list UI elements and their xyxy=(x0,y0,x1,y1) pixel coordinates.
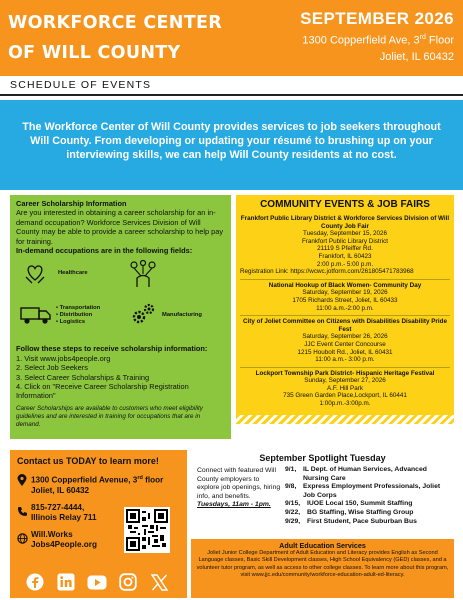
events-panel xyxy=(236,195,454,415)
contact-title: Contact us TODAY to learn more! xyxy=(17,456,159,466)
spotlight-intro: Connect with featured Will County employers to explore job openings, hiring info, and benefits. Tuesdays, 11am - 1pm. xyxy=(197,467,283,510)
decorative-stripe xyxy=(236,415,454,424)
header-city: Joliet, IL 60432 xyxy=(379,50,454,63)
instagram-icon[interactable] xyxy=(118,572,138,592)
schedule-label: SCHEDULE OF EVENTS xyxy=(10,79,152,91)
x-icon[interactable] xyxy=(149,572,169,592)
steps-heading: Follow these steps to receive scholarship information: xyxy=(16,344,208,354)
scholarship-panel xyxy=(10,195,231,439)
field-transportation: • Transportation • Distribution • Logistics xyxy=(20,304,100,326)
map-pin-icon xyxy=(17,474,31,492)
network-hand-icon xyxy=(128,260,158,288)
events-title: COMMUNITY EVENTS & JOB FAIRS xyxy=(260,199,430,210)
fields-grid xyxy=(16,258,225,342)
event-item: Frankfort Public Library District & Workforce Services Division of Will County Job Fair Tuesday, September 15, 2026 Frankfort Public Library District 21119 S Pfeiffer Rd. Frankfort, IL 60423 2:00 p.m.- 5:00 p.m. Registration Link: https://wcwc.jotform.com/261805471783968 xyxy=(240,213,450,280)
web-link-2[interactable]: Jobs4People.org xyxy=(31,540,97,550)
contact-phone: 815-727-4444, Illinois Relay 711 xyxy=(17,503,180,524)
registration-link[interactable]: Registration Link: https://wcwc.jotform.com/261805471783968 xyxy=(240,268,414,276)
list-item: 9/29, First Student, Pace Suburban Bus xyxy=(285,517,417,525)
step-4: 4. Click on "Receive Career Scholarship Registration Information" xyxy=(16,382,189,401)
event-item: City of Joliet Committee on Citizens with Disabilities Disability Pride Fest Saturday, September 26, 2026 JJC Event Center Concourse 1215 Houbolt Rd., Joliet, IL 60431 11:00 a.m.- 3:00 p.m. xyxy=(240,316,450,368)
scholarship-body: Are you interested in obtaining a career scholarship for an in-demand occupation? Workforce Services Division of Will County may be able to provide a career scholarship to help pay for training. xyxy=(16,208,224,246)
gears-icon xyxy=(130,302,156,328)
fields-heading: In-demand occupations are in the following fields: xyxy=(16,246,193,256)
contact-panel xyxy=(10,450,187,598)
heart-hands-icon xyxy=(22,260,48,286)
social-links xyxy=(25,572,169,592)
field-network xyxy=(128,260,158,288)
event-item: Lockport Township Park District- Hispanic Heritage Festival Sunday, September 27, 2026 A.F. Hill Park 735 Green Garden Place,Lockport, IL 60441 1:00p.m.-3:00p.m. xyxy=(255,369,435,408)
contact-address: 1300 Copperfield Avenue, 3rd floor Joliet, IL 60432 xyxy=(17,473,180,497)
spotlight-time: Tuesdays, 11am - 1pm. xyxy=(197,501,271,509)
month-title: SEPTEMBER 2026 xyxy=(300,9,454,28)
org-name: WORKFORCE CENTER OF WILL COUNTY xyxy=(8,13,223,63)
adult-ed-title: Adult Education Services xyxy=(279,541,366,550)
facebook-icon[interactable] xyxy=(25,572,45,592)
step-1: 1. Visit www.jobs4people.org xyxy=(16,353,111,363)
list-item: 9/15, IUOE Local 150, Summit Staffing xyxy=(285,500,413,508)
header-info xyxy=(300,8,454,65)
list-item: 9/8, Express Employment Professionals, Joliet Job Corps xyxy=(285,483,441,499)
spotlight-panel xyxy=(191,450,454,539)
youtube-icon[interactable] xyxy=(87,572,107,592)
spotlight-title: September Spotlight Tuesday xyxy=(259,453,386,463)
event-item: National Hookup of Black Women- Community Day Saturday, September 19, 2026 1705 Richards Street, Joliet, IL 60433 11:00 a.m.-2:00 p.m. xyxy=(240,280,450,316)
field-healthcare: Healthcare xyxy=(22,260,88,286)
web-link-1[interactable]: Will.Works xyxy=(31,529,73,539)
list-item: 9/22, BG Staffing, Wise Staffing Group xyxy=(285,508,414,516)
scholarship-footnote: Career Scholarships are available to customers who meet eligibility guidelines and are interested in training for occupations that are in demand. xyxy=(16,404,203,428)
header-banner xyxy=(0,0,463,76)
step-3: 3. Select Career Scholarships & Training xyxy=(16,372,150,382)
qr-code[interactable] xyxy=(124,507,170,553)
intro-text: The Workforce Center of Will County provides services to job seekers throughout Will County. From developing or updating your résumé to brushing up on your interviewing skills, we can help Will County residents at no cost. xyxy=(0,100,463,190)
step-2: 2. Select Job Seekers xyxy=(16,363,88,373)
phone-icon xyxy=(17,504,31,522)
adult-ed-body: Joliet Junior College Department of Adult Education and Literacy provides English as Second Language classes, Basic Skill Development classes, High School Equivalency (GED) classes, and a volunteer tutor program, as well as access to other college classes. To learn more about this program, visit www.jjc.edu/community/workforce-education-adult-ed-literacy. xyxy=(196,550,449,578)
adult-education-panel xyxy=(191,539,454,598)
scholarship-heading: Career Scholarship Information xyxy=(16,199,127,208)
list-item: 9/1, IL Dept. of Human Services, Advanced Nursing Care xyxy=(285,466,427,482)
header-address: 1300 Copperfield Ave, 3rd Floor xyxy=(302,34,454,47)
field-manufacturing: Manufacturing xyxy=(130,302,202,328)
phone-number[interactable]: 815-727-4444, xyxy=(31,502,85,512)
truck-icon xyxy=(20,304,52,326)
globe-icon xyxy=(17,531,31,549)
spotlight-list xyxy=(285,466,453,526)
linkedin-icon[interactable] xyxy=(56,572,76,592)
schedule-bar xyxy=(0,76,463,96)
